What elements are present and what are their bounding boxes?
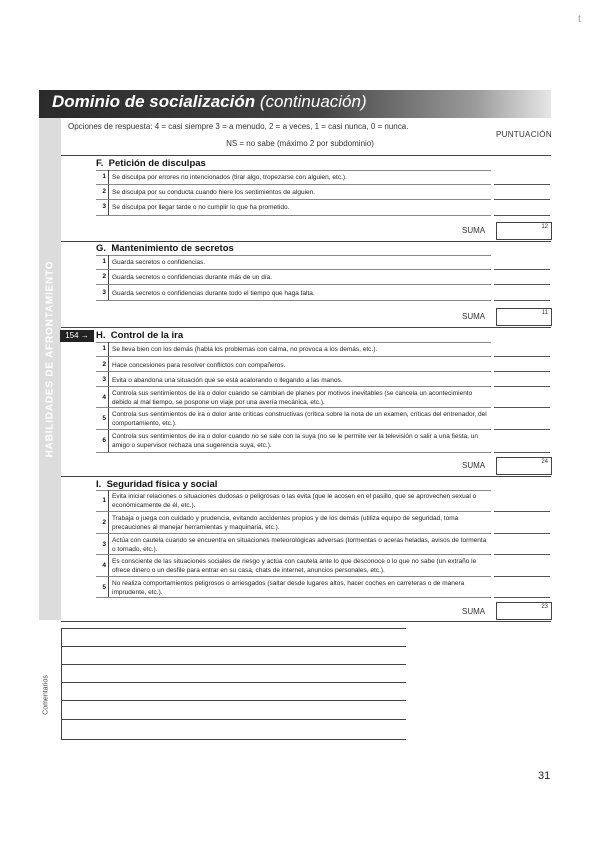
item-text: Se disculpa por llegar tarde o no cumplir lo que ha prometido.: [112, 204, 290, 211]
section-name: Petición de disculpas: [108, 158, 206, 169]
item-number: 1: [102, 497, 106, 504]
divider: [96, 554, 491, 555]
divider: [96, 356, 491, 357]
score-field[interactable]: [494, 429, 550, 430]
divider: [96, 597, 491, 598]
item-number: 2: [102, 361, 106, 368]
sum-box[interactable]: [496, 457, 552, 475]
divider: [61, 241, 551, 242]
divider: [96, 170, 491, 171]
corner-mark: t: [578, 14, 581, 25]
item-text: Se disculpa por errores no intencionados (tirar algo, tropezarse con alguien, etc.).: [112, 174, 347, 181]
section-g-title: [96, 243, 234, 254]
section-h-title: [96, 330, 183, 341]
response-options: Opciones de respuesta: 4 = casi siempre 3 = a menudo, 2 = a veces, 1 = casi nunca, 0 = nunca.: [68, 122, 409, 131]
item-number: 4: [102, 562, 106, 569]
section-f-title: [96, 158, 206, 169]
suma-label: SUMA: [462, 461, 486, 470]
comment-line[interactable]: [61, 700, 406, 701]
section-i-title: [96, 479, 217, 490]
divider: [108, 490, 109, 598]
score-field[interactable]: [494, 597, 550, 598]
divider: [96, 429, 491, 430]
section-letter: F.: [96, 158, 104, 169]
page-number: 31: [538, 770, 551, 782]
score-field[interactable]: [494, 386, 550, 387]
score-field[interactable]: [494, 199, 550, 200]
score-field[interactable]: [494, 215, 550, 216]
divider: [96, 533, 491, 534]
sum-value: 24: [541, 459, 548, 465]
sum-box[interactable]: [496, 222, 552, 240]
section-name: Control de la ira: [110, 330, 184, 341]
divider: [108, 342, 109, 453]
score-field[interactable]: [494, 452, 550, 453]
item-text: Guarda secretos o confidencias durante todo el tiempo que haga falta.: [112, 290, 315, 297]
section-letter: H.: [96, 330, 106, 341]
item-text: Trabaja o juega con cuidado y prudencia, evitando accidentes propios y de los demás (utiliza equipo de seguridad, toma precauciones al manejar herramientas y maquinaria, etc.).: [112, 515, 459, 531]
score-field[interactable]: [494, 576, 550, 577]
divider: [96, 184, 491, 185]
item-number: 2: [102, 519, 106, 526]
section-letter: G.: [96, 243, 107, 254]
score-field[interactable]: [494, 269, 550, 270]
divider: [96, 300, 491, 301]
response-options-ns: NS = no sabe (máximo 2 por subdominio): [226, 139, 374, 148]
comment-line[interactable]: [61, 739, 406, 740]
item-text: Hace concesiones para resolver conflictos con compañeros.: [112, 362, 286, 369]
section-letter: I.: [96, 479, 102, 490]
section-name: Mantenimiento de secretos: [111, 243, 234, 254]
item-text: Es consciente de las situaciones sociales de riesgo y actúa con cautela ante lo que desconoce o lo que no sabe (un extraño le ofrece dinero o un desfile para entrar en su casa, chats de internet, anuncios personales, etc.).: [112, 558, 477, 574]
sum-value: 12: [541, 224, 548, 230]
item-number: 1: [102, 258, 106, 265]
divider: [61, 155, 551, 156]
item-text: Guarda secretos o confidencias durante más de un día.: [112, 274, 273, 281]
divider: [96, 576, 491, 577]
divider: [96, 490, 491, 491]
item-text: Evita o abandona una situación que se está acalorando o llegando a las manos.: [112, 377, 343, 384]
divider: [108, 255, 109, 301]
page-title: [52, 92, 367, 112]
divider: [96, 342, 491, 343]
score-field[interactable]: [494, 554, 550, 555]
divider: [96, 371, 491, 372]
score-field[interactable]: [494, 511, 550, 512]
item-number: 4: [102, 394, 106, 401]
divider: [96, 199, 491, 200]
divider: [96, 269, 491, 270]
item-text: Controla sus sentimientos de ira o dolor ante críticas constructivas (crítica sobre la nota de un examen, críticas del entrenador, del comportamiento, etc.).: [112, 411, 487, 427]
item-text: Guarda secretos o confidencias.: [112, 259, 206, 266]
item-number: 3: [102, 289, 106, 296]
comment-line[interactable]: [61, 646, 406, 647]
divider: [61, 628, 62, 740]
score-field[interactable]: [494, 284, 550, 285]
item-number: 2: [102, 188, 106, 195]
item-number: 3: [102, 541, 106, 548]
sum-value: 11: [541, 310, 548, 316]
score-column-header: PUNTUACIÓN: [496, 130, 552, 139]
item-number: 5: [102, 415, 106, 422]
item-text: Evita iniciar relaciones o situaciones dudosas o peligrosas o las evita (que le acosen en el pasillo, que se aprovechen sexual o económicamente de él, etc.).: [112, 493, 477, 509]
item-number: 6: [102, 437, 106, 444]
divider: [96, 284, 491, 285]
comment-line[interactable]: [61, 628, 406, 629]
divider: [96, 215, 491, 216]
item-number: 5: [102, 584, 106, 591]
score-field[interactable]: [494, 356, 550, 357]
item-number: 1: [102, 173, 106, 180]
divider: [108, 170, 109, 216]
comments-label-text: Comentarios: [42, 675, 50, 715]
score-field[interactable]: [494, 407, 550, 408]
sum-box[interactable]: [496, 602, 552, 620]
item-number: 2: [102, 273, 106, 280]
divider: [61, 476, 551, 477]
suma-label: SUMA: [462, 312, 486, 321]
divider: [96, 255, 491, 256]
item-number: 1: [102, 345, 106, 352]
suma-label: SUMA: [462, 226, 486, 235]
divider: [96, 452, 491, 453]
sidebar-band: [39, 98, 61, 620]
score-field[interactable]: [494, 184, 550, 185]
comment-line[interactable]: [61, 719, 406, 720]
item-text: Se disculpa por su conducta cuando hiere los sentimientos de alguien.: [112, 189, 316, 196]
suma-label: SUMA: [462, 607, 486, 616]
section-name: Seguridad física y social: [106, 479, 218, 490]
item-number: 3: [102, 376, 106, 383]
score-field[interactable]: [494, 533, 550, 534]
item-text: Se lleva bien con los demás (habla los problemas con calma, no provoca a los demás, etc.).: [112, 346, 378, 353]
sum-value: 23: [541, 604, 548, 610]
divider: [96, 511, 491, 512]
score-field[interactable]: [494, 371, 550, 372]
item-text: No realiza comportamientos peligrosos o arriesgados (saltar desde lugares altos, hacer coches en carreteras o de manera imprudente, etc.).: [112, 580, 465, 596]
comment-line[interactable]: [61, 682, 406, 683]
item-text: Controla sus sentimientos de ira o dolor cuando se cambian de planes por motivos inevitables (se cancela un acontecimiento debido al mal tiempo, se pospone un viaje por una avería mecánica, etc.).: [112, 390, 473, 406]
score-field[interactable]: [494, 300, 550, 301]
sum-box[interactable]: [496, 308, 552, 326]
divider: [61, 327, 551, 328]
item-text: Controla sus sentimientos de ira o dolor cuando no se sale con la suya (no se le permite ver la televisión o salir a una fiesta, un amigo o supervisor rechaza una sugerencia suya, etc.).: [112, 433, 479, 449]
sidebar-title: HABILIDADES DE AFRONTAMIENTO: [44, 260, 56, 458]
divider: [96, 386, 491, 387]
page-reference-tag: 154 →: [60, 330, 94, 342]
divider: [61, 621, 551, 622]
divider: [96, 407, 491, 408]
item-number: 3: [102, 203, 106, 210]
page-title-main: Dominio de socialización: [52, 92, 256, 111]
item-text: Actúa con cautela cuando se encuentra en situaciones meteorológicas adversas (tormentas o aceras heladas, avisos de tormenta o tornado, etc.).: [112, 537, 487, 553]
comment-line[interactable]: [61, 664, 406, 665]
page-title-sub: (continuación): [259, 92, 367, 111]
comments-label: [36, 670, 56, 720]
